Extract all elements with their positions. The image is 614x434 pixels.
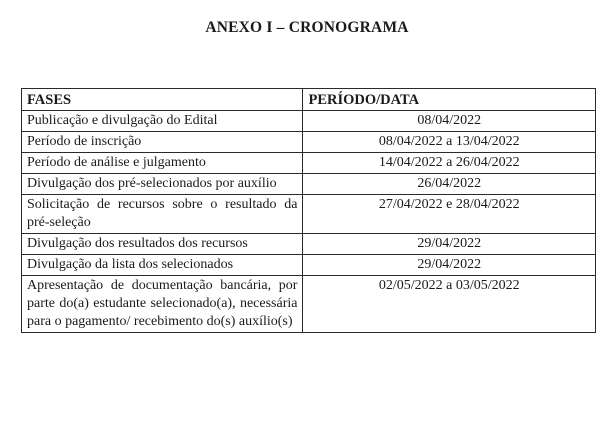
- date-cell: 29/04/2022: [303, 234, 596, 255]
- phase-cell: Solicitação de recursos sobre o resultado da pré-seleção: [22, 195, 303, 234]
- date-cell: 02/05/2022 a 03/05/2022: [303, 276, 596, 333]
- table-row: [22, 255, 596, 276]
- date-cell: 08/04/2022: [303, 111, 596, 132]
- header-phases: FASES: [22, 89, 303, 111]
- page-title: ANEXO I – CRONOGRAMA: [205, 19, 409, 36]
- phase-cell: Período de análise e julgamento: [22, 153, 303, 174]
- date-cell: 29/04/2022: [303, 255, 596, 276]
- phase-cell: Divulgação dos resultados dos recursos: [22, 234, 303, 255]
- date-cell: 26/04/2022: [303, 174, 596, 195]
- table-row: [22, 111, 596, 132]
- date-cell: 14/04/2022 a 26/04/2022: [303, 153, 596, 174]
- phase-cell: Divulgação dos pré-selecionados por auxílio: [22, 174, 303, 195]
- phase-cell: Período de inscrição: [22, 132, 303, 153]
- header-period-date: PERÍODO/DATA: [303, 89, 596, 111]
- phase-cell: Publicação e divulgação do Edital: [22, 111, 303, 132]
- table-row: [22, 153, 596, 174]
- date-cell: 27/04/2022 e 28/04/2022: [303, 195, 596, 234]
- phase-cell: Divulgação da lista dos selecionados: [22, 255, 303, 276]
- date-cell: 08/04/2022 a 13/04/2022: [303, 132, 596, 153]
- table-row: [22, 195, 596, 234]
- table-header-row: [22, 89, 596, 111]
- phase-cell: Apresentação de documentação bancária, por parte do(a) estudante selecionado(a), necessária para o pagamento/ recebimento do(s) auxílio(s): [22, 276, 303, 333]
- table-row: [22, 234, 596, 255]
- table-row: [22, 174, 596, 195]
- schedule-table: [21, 88, 596, 333]
- table-row: [22, 132, 596, 153]
- table-row: [22, 276, 596, 333]
